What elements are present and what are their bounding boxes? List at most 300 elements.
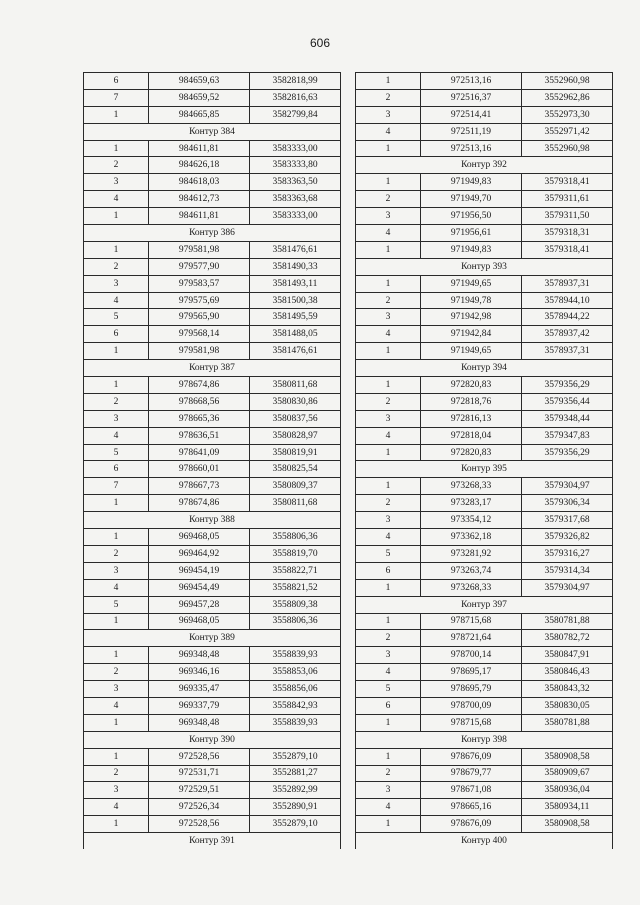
x-coordinate-cell: 984612,73 bbox=[149, 191, 250, 208]
point-number-cell: 1 bbox=[356, 714, 421, 731]
point-number-cell: 7 bbox=[84, 89, 149, 106]
table-row bbox=[356, 529, 613, 546]
table-row bbox=[356, 681, 613, 698]
point-number-cell: 1 bbox=[356, 377, 421, 394]
x-coordinate-cell: 971949,78 bbox=[421, 292, 522, 309]
contour-header-row bbox=[84, 512, 341, 529]
table-row bbox=[356, 579, 613, 596]
contour-header-row bbox=[356, 596, 613, 613]
table-row bbox=[84, 478, 341, 495]
table-row bbox=[84, 393, 341, 410]
table-row bbox=[356, 309, 613, 326]
y-coordinate-cell: 3579348,44 bbox=[522, 410, 613, 427]
x-coordinate-cell: 984618,03 bbox=[149, 174, 250, 191]
x-coordinate-cell: 973263,74 bbox=[421, 562, 522, 579]
y-coordinate-cell: 3581500,38 bbox=[250, 292, 341, 309]
point-number-cell: 1 bbox=[356, 816, 421, 833]
contour-label: Контур 393 bbox=[356, 258, 613, 275]
table-row bbox=[356, 241, 613, 258]
table-row bbox=[356, 748, 613, 765]
x-coordinate-cell: 984611,81 bbox=[149, 140, 250, 157]
y-coordinate-cell: 3580825,54 bbox=[250, 461, 341, 478]
x-coordinate-cell: 979583,57 bbox=[149, 275, 250, 292]
y-coordinate-cell: 3581488,05 bbox=[250, 326, 341, 343]
y-coordinate-cell: 3583333,00 bbox=[250, 208, 341, 225]
table-row bbox=[356, 275, 613, 292]
x-coordinate-cell: 978715,68 bbox=[421, 613, 522, 630]
table-row bbox=[84, 714, 341, 731]
y-coordinate-cell: 3580934,11 bbox=[522, 799, 613, 816]
x-coordinate-cell: 978636,51 bbox=[149, 427, 250, 444]
point-number-cell: 4 bbox=[356, 225, 421, 242]
x-coordinate-cell: 978676,09 bbox=[421, 816, 522, 833]
y-coordinate-cell: 3580781,88 bbox=[522, 613, 613, 630]
y-coordinate-cell: 3578937,31 bbox=[522, 275, 613, 292]
point-number-cell: 4 bbox=[356, 123, 421, 140]
table-row bbox=[356, 106, 613, 123]
table-row bbox=[84, 562, 341, 579]
x-coordinate-cell: 969454,19 bbox=[149, 562, 250, 579]
y-coordinate-cell: 3558809,38 bbox=[250, 596, 341, 613]
point-number-cell: 3 bbox=[356, 106, 421, 123]
point-number-cell: 3 bbox=[84, 410, 149, 427]
y-coordinate-cell: 3580811,68 bbox=[250, 495, 341, 512]
point-number-cell: 3 bbox=[356, 512, 421, 529]
y-coordinate-cell: 3580782,72 bbox=[522, 630, 613, 647]
contour-label: Контур 394 bbox=[356, 360, 613, 377]
x-coordinate-cell: 984611,81 bbox=[149, 208, 250, 225]
y-coordinate-cell: 3558819,70 bbox=[250, 545, 341, 562]
x-coordinate-cell: 973281,92 bbox=[421, 545, 522, 562]
x-coordinate-cell: 984665,85 bbox=[149, 106, 250, 123]
point-number-cell: 1 bbox=[356, 343, 421, 360]
point-number-cell: 1 bbox=[356, 275, 421, 292]
y-coordinate-cell: 3580846,43 bbox=[522, 664, 613, 681]
y-coordinate-cell: 3579356,29 bbox=[522, 444, 613, 461]
table-row bbox=[356, 393, 613, 410]
table-row bbox=[84, 343, 341, 360]
y-coordinate-cell: 3552879,10 bbox=[250, 816, 341, 833]
point-number-cell: 1 bbox=[84, 208, 149, 225]
table-row bbox=[356, 343, 613, 360]
table-row bbox=[356, 613, 613, 630]
x-coordinate-cell: 972514,41 bbox=[421, 106, 522, 123]
table-row bbox=[84, 461, 341, 478]
point-number-cell: 3 bbox=[84, 562, 149, 579]
table-row bbox=[356, 208, 613, 225]
y-coordinate-cell: 3578944,22 bbox=[522, 309, 613, 326]
contour-header-row bbox=[356, 461, 613, 478]
y-coordinate-cell: 3579318,41 bbox=[522, 241, 613, 258]
contour-label: Контур 390 bbox=[84, 731, 341, 748]
y-coordinate-cell: 3578937,31 bbox=[522, 343, 613, 360]
point-number-cell: 2 bbox=[356, 292, 421, 309]
point-number-cell: 1 bbox=[84, 241, 149, 258]
x-coordinate-cell: 969335,47 bbox=[149, 681, 250, 698]
point-number-cell: 5 bbox=[84, 444, 149, 461]
y-coordinate-cell: 3558839,93 bbox=[250, 714, 341, 731]
x-coordinate-cell: 978668,56 bbox=[149, 393, 250, 410]
table-row bbox=[84, 208, 341, 225]
point-number-cell: 1 bbox=[356, 140, 421, 157]
x-coordinate-cell: 978695,79 bbox=[421, 681, 522, 698]
x-coordinate-cell: 969468,05 bbox=[149, 529, 250, 546]
point-number-cell: 3 bbox=[356, 208, 421, 225]
y-coordinate-cell: 3582816,63 bbox=[250, 89, 341, 106]
table-row bbox=[356, 191, 613, 208]
y-coordinate-cell: 3579317,68 bbox=[522, 512, 613, 529]
x-coordinate-cell: 972528,56 bbox=[149, 748, 250, 765]
coordinates-table-left bbox=[83, 72, 341, 849]
y-coordinate-cell: 3558806,36 bbox=[250, 529, 341, 546]
y-coordinate-cell: 3579316,27 bbox=[522, 545, 613, 562]
table-row bbox=[84, 309, 341, 326]
y-coordinate-cell: 3579311,50 bbox=[522, 208, 613, 225]
x-coordinate-cell: 971949,70 bbox=[421, 191, 522, 208]
table-row bbox=[84, 174, 341, 191]
table-row bbox=[84, 681, 341, 698]
contour-label: Контур 389 bbox=[84, 630, 341, 647]
point-number-cell: 1 bbox=[356, 73, 421, 90]
x-coordinate-cell: 973283,17 bbox=[421, 495, 522, 512]
table-row bbox=[356, 782, 613, 799]
table-row bbox=[84, 495, 341, 512]
x-coordinate-cell: 971949,65 bbox=[421, 275, 522, 292]
table-row bbox=[84, 613, 341, 630]
contour-header-row bbox=[84, 123, 341, 140]
y-coordinate-cell: 3552892,99 bbox=[250, 782, 341, 799]
x-coordinate-cell: 978641,09 bbox=[149, 444, 250, 461]
point-number-cell: 4 bbox=[84, 579, 149, 596]
point-number-cell: 5 bbox=[84, 309, 149, 326]
contour-header-row bbox=[356, 833, 613, 849]
point-number-cell: 1 bbox=[356, 444, 421, 461]
contour-label: Контур 398 bbox=[356, 731, 613, 748]
x-coordinate-cell: 969337,79 bbox=[149, 697, 250, 714]
x-coordinate-cell: 978676,09 bbox=[421, 748, 522, 765]
table-row bbox=[84, 427, 341, 444]
point-number-cell: 2 bbox=[84, 157, 149, 174]
x-coordinate-cell: 972818,76 bbox=[421, 393, 522, 410]
contour-header-row bbox=[84, 833, 341, 849]
x-coordinate-cell: 978715,68 bbox=[421, 714, 522, 731]
y-coordinate-cell: 3580847,91 bbox=[522, 647, 613, 664]
x-coordinate-cell: 972528,56 bbox=[149, 816, 250, 833]
y-coordinate-cell: 3558856,06 bbox=[250, 681, 341, 698]
point-number-cell: 1 bbox=[84, 140, 149, 157]
y-coordinate-cell: 3580811,68 bbox=[250, 377, 341, 394]
point-number-cell: 1 bbox=[84, 377, 149, 394]
table-row bbox=[356, 697, 613, 714]
y-coordinate-cell: 3580809,37 bbox=[250, 478, 341, 495]
y-coordinate-cell: 3579356,29 bbox=[522, 377, 613, 394]
point-number-cell: 7 bbox=[84, 478, 149, 495]
table-row bbox=[84, 73, 341, 90]
point-number-cell: 1 bbox=[84, 495, 149, 512]
point-number-cell: 4 bbox=[84, 799, 149, 816]
table-row bbox=[356, 73, 613, 90]
x-coordinate-cell: 978671,08 bbox=[421, 782, 522, 799]
y-coordinate-cell: 3583363,68 bbox=[250, 191, 341, 208]
point-number-cell: 2 bbox=[356, 765, 421, 782]
x-coordinate-cell: 972818,04 bbox=[421, 427, 522, 444]
table-row bbox=[84, 765, 341, 782]
y-coordinate-cell: 3552971,42 bbox=[522, 123, 613, 140]
y-coordinate-cell: 3558822,71 bbox=[250, 562, 341, 579]
y-coordinate-cell: 3583363,50 bbox=[250, 174, 341, 191]
table-row bbox=[84, 275, 341, 292]
point-number-cell: 6 bbox=[356, 562, 421, 579]
contour-header-row bbox=[356, 360, 613, 377]
x-coordinate-cell: 971942,84 bbox=[421, 326, 522, 343]
table-row bbox=[84, 816, 341, 833]
point-number-cell: 5 bbox=[84, 596, 149, 613]
point-number-cell: 1 bbox=[84, 343, 149, 360]
x-coordinate-cell: 972516,37 bbox=[421, 89, 522, 106]
contour-header-row bbox=[84, 360, 341, 377]
y-coordinate-cell: 3579304,97 bbox=[522, 478, 613, 495]
table-row bbox=[356, 630, 613, 647]
x-coordinate-cell: 972820,83 bbox=[421, 377, 522, 394]
contour-label: Контур 395 bbox=[356, 461, 613, 478]
y-coordinate-cell: 3579326,82 bbox=[522, 529, 613, 546]
x-coordinate-cell: 969457,28 bbox=[149, 596, 250, 613]
x-coordinate-cell: 978700,09 bbox=[421, 697, 522, 714]
table-row bbox=[356, 123, 613, 140]
contour-label: Контур 384 bbox=[84, 123, 341, 140]
y-coordinate-cell: 3579318,41 bbox=[522, 174, 613, 191]
table-row bbox=[356, 444, 613, 461]
table-row bbox=[356, 647, 613, 664]
y-coordinate-cell: 3579306,34 bbox=[522, 495, 613, 512]
x-coordinate-cell: 972531,71 bbox=[149, 765, 250, 782]
point-number-cell: 1 bbox=[84, 106, 149, 123]
x-coordinate-cell: 972511,19 bbox=[421, 123, 522, 140]
point-number-cell: 3 bbox=[356, 647, 421, 664]
x-coordinate-cell: 973268,33 bbox=[421, 579, 522, 596]
x-coordinate-cell: 978695,17 bbox=[421, 664, 522, 681]
x-coordinate-cell: 971949,83 bbox=[421, 174, 522, 191]
point-number-cell: 4 bbox=[356, 427, 421, 444]
point-number-cell: 1 bbox=[356, 478, 421, 495]
y-coordinate-cell: 3580830,86 bbox=[250, 393, 341, 410]
y-coordinate-cell: 3552960,98 bbox=[522, 140, 613, 157]
y-coordinate-cell: 3558806,36 bbox=[250, 613, 341, 630]
point-number-cell: 4 bbox=[84, 292, 149, 309]
x-coordinate-cell: 978667,73 bbox=[149, 478, 250, 495]
table-row bbox=[84, 292, 341, 309]
x-coordinate-cell: 978674,86 bbox=[149, 377, 250, 394]
x-coordinate-cell: 978721,64 bbox=[421, 630, 522, 647]
contour-label: Контур 400 bbox=[356, 833, 613, 849]
table-row bbox=[84, 545, 341, 562]
point-number-cell: 2 bbox=[84, 258, 149, 275]
table-row bbox=[356, 174, 613, 191]
x-coordinate-cell: 972820,83 bbox=[421, 444, 522, 461]
table-row bbox=[356, 326, 613, 343]
table-row bbox=[84, 748, 341, 765]
table-row bbox=[84, 444, 341, 461]
y-coordinate-cell: 3580843,32 bbox=[522, 681, 613, 698]
point-number-cell: 6 bbox=[84, 461, 149, 478]
x-coordinate-cell: 971956,61 bbox=[421, 225, 522, 242]
x-coordinate-cell: 972526,34 bbox=[149, 799, 250, 816]
contour-label: Контур 391 bbox=[84, 833, 341, 849]
y-coordinate-cell: 3558853,06 bbox=[250, 664, 341, 681]
y-coordinate-cell: 3581476,61 bbox=[250, 343, 341, 360]
x-coordinate-cell: 969468,05 bbox=[149, 613, 250, 630]
table-row bbox=[356, 512, 613, 529]
point-number-cell: 2 bbox=[356, 191, 421, 208]
y-coordinate-cell: 3579314,34 bbox=[522, 562, 613, 579]
contour-label: Контур 386 bbox=[84, 225, 341, 242]
table-row bbox=[356, 664, 613, 681]
table-row bbox=[356, 495, 613, 512]
contour-label: Контур 397 bbox=[356, 596, 613, 613]
contour-header-row bbox=[84, 731, 341, 748]
point-number-cell: 2 bbox=[84, 664, 149, 681]
point-number-cell: 2 bbox=[356, 495, 421, 512]
x-coordinate-cell: 972513,16 bbox=[421, 140, 522, 157]
y-coordinate-cell: 3552962,86 bbox=[522, 89, 613, 106]
x-coordinate-cell: 984626,18 bbox=[149, 157, 250, 174]
y-coordinate-cell: 3580828,97 bbox=[250, 427, 341, 444]
y-coordinate-cell: 3552973,30 bbox=[522, 106, 613, 123]
table-row bbox=[84, 140, 341, 157]
x-coordinate-cell: 978674,86 bbox=[149, 495, 250, 512]
x-coordinate-cell: 969348,48 bbox=[149, 714, 250, 731]
coordinates-table-right bbox=[355, 72, 613, 849]
table-row bbox=[84, 664, 341, 681]
contour-header-row bbox=[84, 225, 341, 242]
point-number-cell: 1 bbox=[84, 714, 149, 731]
point-number-cell: 4 bbox=[84, 697, 149, 714]
point-number-cell: 3 bbox=[84, 782, 149, 799]
point-number-cell: 6 bbox=[84, 73, 149, 90]
y-coordinate-cell: 3579304,97 bbox=[522, 579, 613, 596]
table-row bbox=[84, 647, 341, 664]
point-number-cell: 5 bbox=[356, 545, 421, 562]
y-coordinate-cell: 3579311,61 bbox=[522, 191, 613, 208]
y-coordinate-cell: 3580936,04 bbox=[522, 782, 613, 799]
y-coordinate-cell: 3580908,58 bbox=[522, 816, 613, 833]
point-number-cell: 1 bbox=[356, 241, 421, 258]
y-coordinate-cell: 3581493,11 bbox=[250, 275, 341, 292]
x-coordinate-cell: 978660,01 bbox=[149, 461, 250, 478]
table-row bbox=[84, 191, 341, 208]
y-coordinate-cell: 3580830,05 bbox=[522, 697, 613, 714]
point-number-cell: 4 bbox=[356, 664, 421, 681]
point-number-cell: 3 bbox=[356, 782, 421, 799]
table-row bbox=[84, 579, 341, 596]
x-coordinate-cell: 978665,36 bbox=[149, 410, 250, 427]
x-coordinate-cell: 973354,12 bbox=[421, 512, 522, 529]
contour-label: Контур 388 bbox=[84, 512, 341, 529]
x-coordinate-cell: 969454,49 bbox=[149, 579, 250, 596]
table-row bbox=[84, 799, 341, 816]
y-coordinate-cell: 3583333,80 bbox=[250, 157, 341, 174]
point-number-cell: 2 bbox=[84, 545, 149, 562]
table-row bbox=[84, 697, 341, 714]
y-coordinate-cell: 3578944,10 bbox=[522, 292, 613, 309]
y-coordinate-cell: 3582818,99 bbox=[250, 73, 341, 90]
table-row bbox=[356, 545, 613, 562]
point-number-cell: 4 bbox=[84, 191, 149, 208]
contour-header-row bbox=[356, 258, 613, 275]
y-coordinate-cell: 3580819,91 bbox=[250, 444, 341, 461]
y-coordinate-cell: 3578937,42 bbox=[522, 326, 613, 343]
point-number-cell: 2 bbox=[356, 630, 421, 647]
x-coordinate-cell: 984659,63 bbox=[149, 73, 250, 90]
x-coordinate-cell: 979568,14 bbox=[149, 326, 250, 343]
x-coordinate-cell: 969464,92 bbox=[149, 545, 250, 562]
table-row bbox=[356, 562, 613, 579]
table-row bbox=[356, 799, 613, 816]
x-coordinate-cell: 979577,90 bbox=[149, 258, 250, 275]
x-coordinate-cell: 971956,50 bbox=[421, 208, 522, 225]
y-coordinate-cell: 3552881,27 bbox=[250, 765, 341, 782]
table-row bbox=[84, 410, 341, 427]
table-row bbox=[84, 377, 341, 394]
x-coordinate-cell: 978665,16 bbox=[421, 799, 522, 816]
point-number-cell: 4 bbox=[356, 326, 421, 343]
contour-label: Контур 387 bbox=[84, 360, 341, 377]
x-coordinate-cell: 978679,77 bbox=[421, 765, 522, 782]
y-coordinate-cell: 3580909,67 bbox=[522, 765, 613, 782]
point-number-cell: 2 bbox=[356, 89, 421, 106]
table-row bbox=[356, 140, 613, 157]
point-number-cell: 1 bbox=[356, 174, 421, 191]
y-coordinate-cell: 3552960,98 bbox=[522, 73, 613, 90]
table-row bbox=[84, 596, 341, 613]
table-row bbox=[84, 89, 341, 106]
table-row bbox=[84, 529, 341, 546]
table-row bbox=[84, 258, 341, 275]
x-coordinate-cell: 971942,98 bbox=[421, 309, 522, 326]
point-number-cell: 3 bbox=[356, 309, 421, 326]
x-coordinate-cell: 972816,13 bbox=[421, 410, 522, 427]
table-row bbox=[84, 106, 341, 123]
x-coordinate-cell: 969346,16 bbox=[149, 664, 250, 681]
y-coordinate-cell: 3583333,00 bbox=[250, 140, 341, 157]
x-coordinate-cell: 972513,16 bbox=[421, 73, 522, 90]
point-number-cell: 3 bbox=[84, 681, 149, 698]
table-row bbox=[356, 292, 613, 309]
point-number-cell: 3 bbox=[356, 410, 421, 427]
point-number-cell: 2 bbox=[84, 393, 149, 410]
table-row bbox=[84, 782, 341, 799]
point-number-cell: 2 bbox=[84, 765, 149, 782]
y-coordinate-cell: 3558839,93 bbox=[250, 647, 341, 664]
table-row bbox=[356, 427, 613, 444]
contour-header-row bbox=[84, 630, 341, 647]
page-number: 606 bbox=[309, 36, 331, 50]
table-row bbox=[84, 157, 341, 174]
point-number-cell: 2 bbox=[356, 393, 421, 410]
table-row bbox=[356, 816, 613, 833]
y-coordinate-cell: 3558821,52 bbox=[250, 579, 341, 596]
point-number-cell: 3 bbox=[84, 275, 149, 292]
point-number-cell: 4 bbox=[84, 427, 149, 444]
table-row bbox=[356, 714, 613, 731]
x-coordinate-cell: 979565,90 bbox=[149, 309, 250, 326]
y-coordinate-cell: 3580781,88 bbox=[522, 714, 613, 731]
y-coordinate-cell: 3581495,59 bbox=[250, 309, 341, 326]
point-number-cell: 1 bbox=[84, 748, 149, 765]
x-coordinate-cell: 979581,98 bbox=[149, 241, 250, 258]
y-coordinate-cell: 3579318,31 bbox=[522, 225, 613, 242]
y-coordinate-cell: 3579347,83 bbox=[522, 427, 613, 444]
